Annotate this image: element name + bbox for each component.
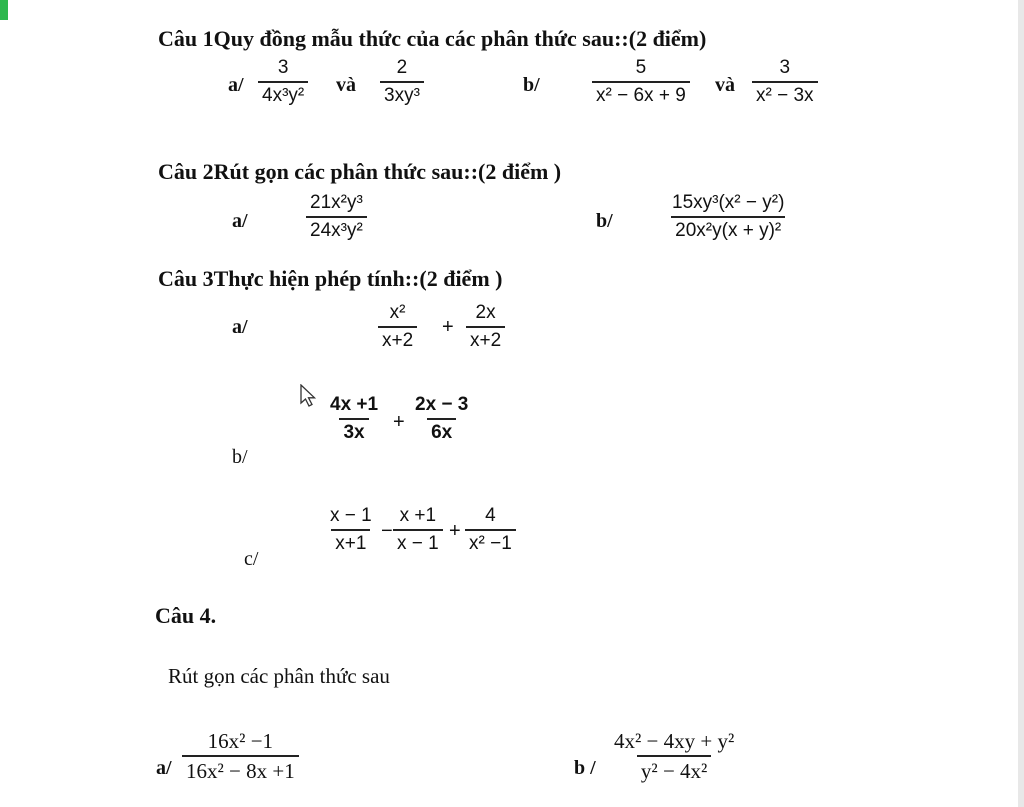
q3-a-label: a/ [232, 316, 248, 338]
denominator: x+2 [378, 326, 417, 352]
q3-b-fraction-1 [326, 395, 382, 444]
q4-a-label: a/ [156, 757, 172, 779]
q3-c-operator-2: + [449, 520, 461, 542]
numerator: 2x − 3 [415, 394, 469, 415]
q1-a-fraction-1 [258, 58, 308, 107]
q2-b-label: b/ [596, 210, 613, 232]
q2-a-fraction [306, 193, 367, 242]
denominator: y² − 4x² [637, 755, 711, 783]
denominator: 24x³y² [306, 216, 367, 242]
q3-a-fraction-2 [466, 303, 505, 352]
q2-title: Câu 2Rút gọn các phân thức sau::(2 điểm ) [158, 159, 562, 184]
numerator: x − 1 [330, 505, 372, 526]
denominator: 16x² − 8x +1 [182, 755, 299, 783]
q1-a-and: và [336, 74, 356, 96]
q1-b-fraction-1 [592, 58, 690, 107]
denominator: 3xy³ [380, 81, 424, 107]
numerator: 4x² − 4xy + y² [614, 729, 735, 753]
numerator: 2x [475, 302, 496, 323]
numerator: x +1 [399, 505, 437, 526]
denominator: x+2 [466, 326, 505, 352]
q4-title: Câu 4. [155, 603, 217, 628]
q1-a-label: a/ [228, 74, 244, 96]
numerator: 16x² −1 [207, 729, 274, 753]
numerator: 3 [779, 57, 791, 78]
q1-b-fraction-2 [752, 58, 818, 107]
numerator: x² [389, 302, 406, 323]
numerator: 4 [485, 505, 496, 526]
q3-c-fraction-3 [465, 506, 516, 555]
q4-subtitle: Rút gọn các phân thức sau [168, 664, 390, 688]
denominator: x² − 3x [752, 81, 818, 107]
q3-c-operator-1: − [381, 520, 393, 542]
q3-c-fraction-1 [326, 506, 376, 555]
numerator: 3 [277, 57, 289, 78]
q4-a-fraction [182, 730, 299, 783]
mouse-pointer-icon [300, 384, 318, 408]
q3-title: Câu 3Thực hiện phép tính::(2 điểm ) [158, 266, 503, 291]
q1-b-label: b/ [523, 74, 540, 96]
accent-bar [0, 0, 8, 20]
q1-a-fraction-2 [380, 58, 424, 107]
q3-c-fraction-2 [393, 506, 443, 555]
denominator: 4x³y² [258, 81, 308, 107]
numerator: 5 [635, 57, 647, 78]
denominator: 3x [339, 418, 368, 444]
q4-b-label: b / [574, 757, 596, 779]
q2-b-fraction [668, 193, 788, 242]
q3-a-operator: + [442, 316, 454, 338]
q3-b-operator: + [393, 411, 405, 433]
numerator: 2 [396, 57, 408, 78]
q3-b-label: b/ [232, 446, 248, 468]
denominator: x+1 [331, 529, 370, 555]
q3-b-fraction-2 [411, 395, 472, 444]
denominator: 6x [427, 418, 456, 444]
q1-title: Câu 1Quy đồng mẫu thức của các phân thức sau::(2 điểm) [158, 26, 707, 51]
denominator: 20x²y(x + y)² [671, 216, 785, 242]
q2-a-label: a/ [232, 210, 248, 232]
q1-b-and: và [715, 74, 735, 96]
numerator: 4x +1 [330, 394, 379, 415]
denominator: x − 1 [393, 529, 443, 555]
q3-a-fraction-1 [378, 303, 417, 352]
q3-c-label: c/ [244, 548, 259, 570]
numerator: 15xy³(x² − y²) [672, 192, 785, 213]
q4-b-fraction [610, 730, 738, 783]
scroll-edge [1018, 0, 1024, 807]
denominator: x² −1 [465, 529, 516, 555]
numerator: 21x²y³ [310, 192, 363, 213]
denominator: x² − 6x + 9 [592, 81, 690, 107]
